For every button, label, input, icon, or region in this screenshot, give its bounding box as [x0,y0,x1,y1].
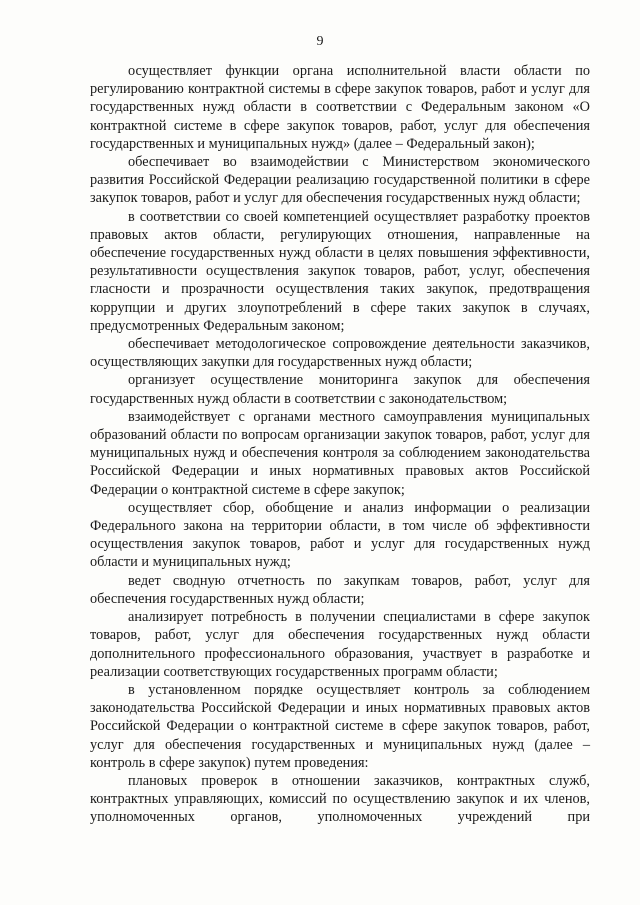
paragraph-ministry-interaction: обеспечивает во взаимодействии с Министерством экономического развития Российской Федерации реализацию государственной политики в сфере закупок товаров, работ и услуг для обеспечения государственных нужд области; [90,154,590,207]
paragraph-municipal-interaction: взаимодействует с органами местного самоуправления муниципальных образований области по вопросам организации закупок товаров, работ, услуг для муниципальных нужд и обеспечения контроля за соблюдением законодательства Российской Федерации и иных нормативных правовых актов Российской Федерации о контрактной системе в сфере закупок; [90,408,590,498]
paragraph-legal-acts-drafting: в соответствии со своей компетенцией осуществляет разработку проектов правовых актов области, регулирующих отношения, направленные на обеспечение государственных нужд области в целях повышения эффективности, результативности осуществления закупок товаров, работ, услуг, обеспечения гласности и прозрачности осуществления таких закупок, предотвращения коррупции и других злоупотреблений в сфере таких закупок в случаях, предусмотренных Федеральным законом; [90,208,590,334]
paragraph-contract-system-functions: осуществляет функции органа исполнительной власти области по регулированию контрактной системы в сфере закупок товаров, работ и услуг для государственных нужд области в соответствии с Федеральным законом «О контрактной системе в сфере закупок товаров, работ, услуг для обеспечения государственных и муниципальных нужд» (далее – Федеральный закон); [90,63,590,152]
document-body [90,62,590,827]
paragraph-procurement-control: в установленном порядке осуществляет контроль за соблюдением законодательства Российской Федерации и иных нормативных правовых актов Российской Федерации о контрактной системе в сфере закупок товаров, работ, услуг для обеспечения государственных и муниципальных нужд (далее – контроль в сфере закупок) путем проведения: [90,681,590,771]
paragraph-information-analysis: осуществляет сбор, обобщение и анализ информации о реализации Федерального закона на территории области, в том числе об эффективности осуществления закупок товаров, работ и услуг для государственных нужд области и муниципальных нужд; [90,499,590,571]
paragraph-monitoring: организует осуществление мониторинга закупок для обеспечения государственных нужд области в соответствии с законодательством; [90,372,590,407]
paragraph-planned-inspections: плановых проверок в отношении заказчиков, контрактных служб, контрактных управляющих, комиссий по осуществлению закупок и их членов, уполномоченных органов, уполномоченных учреждений при [90,772,590,826]
paragraph-training-needs: анализирует потребность в получении специалистами в сфере закупок товаров, работ, услуг для обеспечения государственных нужд области дополнительного профессионального образования, участвует в разработке и реализации соответствующих государственных программ области; [90,609,590,680]
page-number: 9 [316,34,324,49]
paragraph-methodological-support: обеспечивает методологическое сопровождение деятельности заказчиков, осуществляющих закупки для государственных нужд области; [90,336,590,371]
paragraph-reporting: ведет сводную отчетность по закупкам товаров, работ, услуг для обеспечения государственных нужд области; [90,572,590,607]
